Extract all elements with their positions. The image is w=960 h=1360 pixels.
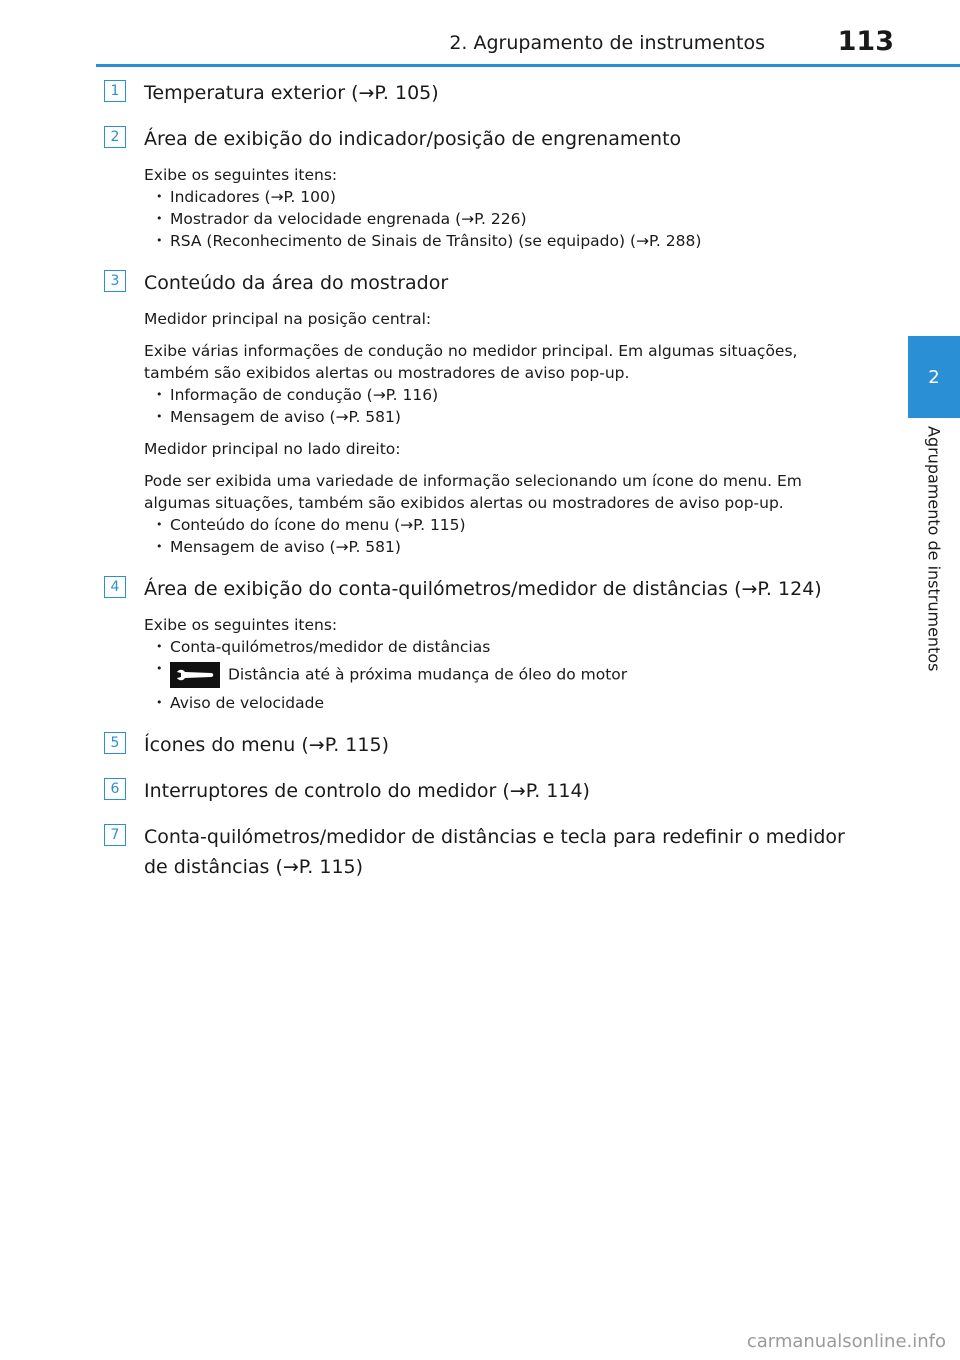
list-item (104, 574, 860, 714)
chapter-number: 2 (928, 366, 940, 388)
bullet-item: • Conta-quilómetros/medidor de distâncias (156, 636, 860, 658)
list-item (104, 822, 860, 882)
bullet-item: • Mostrador da velocidade engrenada (→P. 226) (156, 208, 860, 230)
list-item (104, 78, 860, 108)
section-title: 2. Agrupamento de instrumentos (449, 32, 765, 54)
bullet-item: • Indicadores (→P. 100) (156, 186, 860, 208)
item-subheading: Medidor principal no lado direito: (144, 440, 401, 458)
bullet-item: • Mensagem de aviso (→P. 581) (156, 536, 860, 558)
bullet-item: • Mensagem de aviso (→P. 581) (156, 406, 860, 428)
chapter-side-label: Agrupamento de instrumentos (924, 426, 944, 672)
bullet-item: • Aviso de velocidade (156, 692, 860, 714)
bullet-list (144, 514, 860, 558)
item-number-badge: 1 (104, 80, 126, 102)
item-title: Temperatura exterior (→P. 105) (144, 82, 439, 104)
content (104, 78, 860, 898)
bullet-item: • RSA (Reconhecimento de Sinais de Trânsito) (se equipado) (→P. 288) (156, 230, 860, 252)
item-number-badge: 6 (104, 778, 126, 800)
item-title: Área de exibição do indicador/posição de engrenamento (144, 128, 682, 150)
item-title: Interruptores de controlo do medidor (→P. 114) (144, 780, 590, 802)
list-item (104, 730, 860, 760)
bullet-list (144, 384, 860, 428)
item-number-badge: 4 (104, 576, 126, 598)
page-number: 113 (837, 26, 894, 57)
list-item (104, 268, 860, 558)
item-subheading: Medidor principal na posição central: (144, 310, 432, 328)
item-number-badge: 7 (104, 824, 126, 846)
item-description: Pode ser exibida uma variedade de informação selecionando um ícone do menu. Em algumas situações, também são exibidos alertas ou mostradores de aviso pop-up. (144, 472, 802, 512)
item-title: Conteúdo da área do mostrador (144, 272, 449, 294)
chapter-side-label-wrap (908, 426, 960, 716)
list-item (104, 124, 860, 252)
item-description: Exibe os seguintes itens: (144, 616, 338, 634)
wrench-icon (170, 662, 220, 688)
item-number-badge: 2 (104, 126, 126, 148)
bullet-item-text: Distância até à próxima mudança de óleo do motor (228, 665, 628, 684)
item-title: Ícones do menu (→P. 115) (144, 734, 389, 756)
item-title: Conta-quilómetros/medidor de distâncias e tecla para redefinir o medidor de distâncias (→P. 115) (144, 826, 845, 878)
item-number-badge: 3 (104, 270, 126, 292)
list-item (104, 776, 860, 806)
bullet-item-oil-change (156, 658, 860, 692)
bullet-list (144, 186, 860, 252)
bullet-item: • Conteúdo do ícone do menu (→P. 115) (156, 514, 860, 536)
item-description: Exibe os seguintes itens: (144, 166, 338, 184)
chapter-tab[interactable] (908, 336, 960, 418)
bullet-list (144, 636, 860, 714)
wrench-icon-graphic (175, 668, 215, 682)
bullet-item: • Informação de condução (→P. 116) (156, 384, 860, 406)
item-number-badge: 5 (104, 732, 126, 754)
item-description: Exibe várias informações de condução no medidor principal. Em algumas situações, também são exibidos alertas ou mostradores de aviso pop-up. (144, 342, 798, 382)
item-title: Área de exibição do conta-quilómetros/medidor de distâncias (→P. 124) (144, 578, 822, 600)
header-divider (96, 64, 960, 67)
watermark: carmanualsonline.info (746, 1331, 946, 1352)
